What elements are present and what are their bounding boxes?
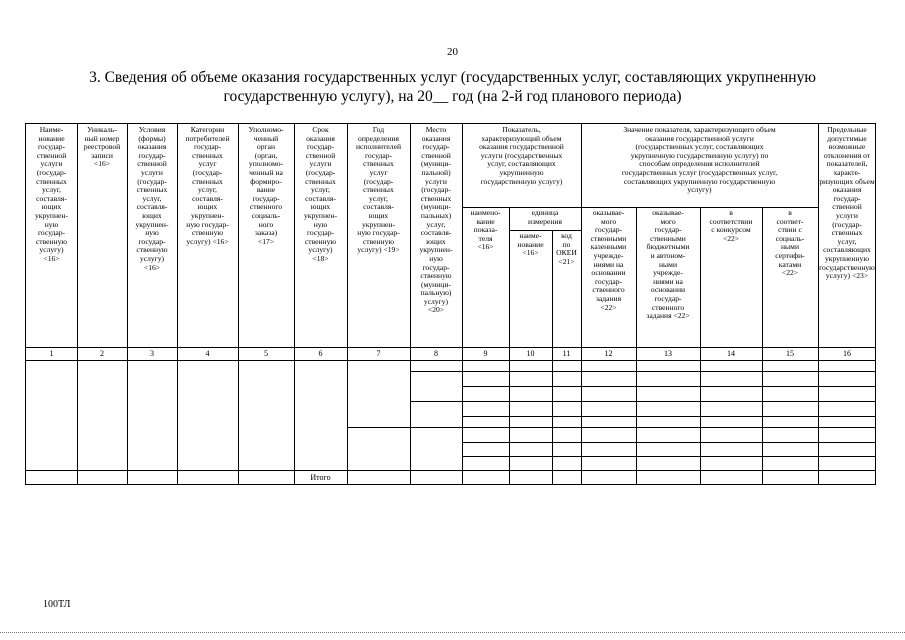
header-indicator: Показатель, характеризующий объем оказания государственной услуги (государственных услуг, составляющих укрупненную государственную услугу) xyxy=(479,125,564,186)
section-title xyxy=(40,68,865,106)
column-number: 7 xyxy=(376,349,381,358)
header-indicator-name: наимено- вание показа- теля <16> xyxy=(470,208,501,252)
header-by-certificates: в соответ- ствии с социаль- ными сертифи- катами <22> xyxy=(775,208,805,278)
column-number: 10 xyxy=(526,349,535,358)
column-number: 3 xyxy=(150,349,154,358)
header-conditions: Условия (формы) оказания государ- ственной услуги (государ- ственных услуг, составля- ющих укрупнен- ную государ- ственную услугу) <16> xyxy=(135,125,169,272)
header-budget-institutions: оказывае- мого государ- ственными бюджетными и автоном- ными учрежде- ниями на основании государ- ственного задания <22> xyxy=(646,208,690,321)
column-number: 8 xyxy=(434,349,438,358)
header-registry-number: Уникаль- ный номер реестровой записи <16> xyxy=(83,125,121,169)
header-year-of-determination: Год определения исполнителей государ- ственных услуг (государ- ственных услуг, составля- ющих укрупнен- ную государ- ственную услугу) <19> xyxy=(355,125,402,255)
header-unit-name: наиме- нование <16> xyxy=(517,231,544,258)
header-okei-code: код по ОКЕИ <21> xyxy=(556,231,577,266)
column-number: 9 xyxy=(483,349,488,358)
header-indicator-value: Значение показателя, характеризующего объем оказания государственной услуги (государственных услуг, составляющих укрупненную государственную услугу) по способам определения исполнителей государственных услуг (государственных услуг, составляющих укрупненную государственную услугу) xyxy=(621,125,778,195)
column-number: 16 xyxy=(843,349,851,358)
footer-code: 100ТЛ xyxy=(43,599,71,610)
column-number: 5 xyxy=(264,349,268,358)
column-number: 14 xyxy=(727,349,735,358)
column-number: 4 xyxy=(205,349,210,358)
section-title-line-1: 3. Сведения об объеме оказания государственных услуг (государственных услуг, составляющих укрупненную xyxy=(89,69,816,86)
column-number: 2 xyxy=(100,349,104,358)
section-title-line-2: государственную услугу), на 20__ год (на 2-й год планового периода) xyxy=(223,88,682,105)
total-label: Итого xyxy=(310,473,331,482)
column-number: 12 xyxy=(604,349,613,358)
column-number: 1 xyxy=(49,349,54,358)
column-number: 6 xyxy=(318,349,323,358)
header-authorized-body: Уполномо- ченный орган (орган, уполномо- ченный на формиро- вание государ- ственного социаль- ного заказа) <17> xyxy=(248,125,284,246)
header-deviations: Предельные допустимые возможные отклонения от показателей, характе- ризующих объем оказания государ- ственной услуги (государ- ственных услуг, составляющих укрупненную государственную услугу) <23> xyxy=(819,125,875,281)
volume-table xyxy=(25,123,876,485)
column-number: 13 xyxy=(664,349,672,358)
header-unit: единица измерения xyxy=(528,208,562,226)
header-service-name: Наиме- нование государ- ственной услуги (государ- ственных услуг, составля- ющих укрупнен- ную государ- ственную услугу) <16> xyxy=(34,125,69,263)
header-consumer-categories: Категории потребителей государ- ственных услуг (государ- ственных услуг, составля- ющих укрупнен- ную государ- ственную услугу) <16> xyxy=(185,125,230,246)
scan-edge-line xyxy=(0,632,905,633)
column-number: 11 xyxy=(562,349,571,358)
header-service-term: Срок оказания государ- ственной услуги (государ- ственных услуг, составля- ющих укрупнен- ную государ- ственную услугу) <18> xyxy=(303,125,338,263)
page-number: 20 xyxy=(447,46,458,58)
header-by-contest: в соответствии с конкурсом <22> xyxy=(709,208,753,243)
header-state-institutions: оказывае- мого государ- ственными казенными учрежде- ниями на основании государ- ственного задания <22> xyxy=(590,208,627,312)
column-number: 15 xyxy=(786,349,794,358)
header-service-place: Место оказания государ- ственной (муници- пальной) услуги (государ- ственных (муници- пальных) услуг, составля- ющих укрупнен- ную государ- ственную (муници- пальную) услугу) <20> xyxy=(419,125,453,315)
